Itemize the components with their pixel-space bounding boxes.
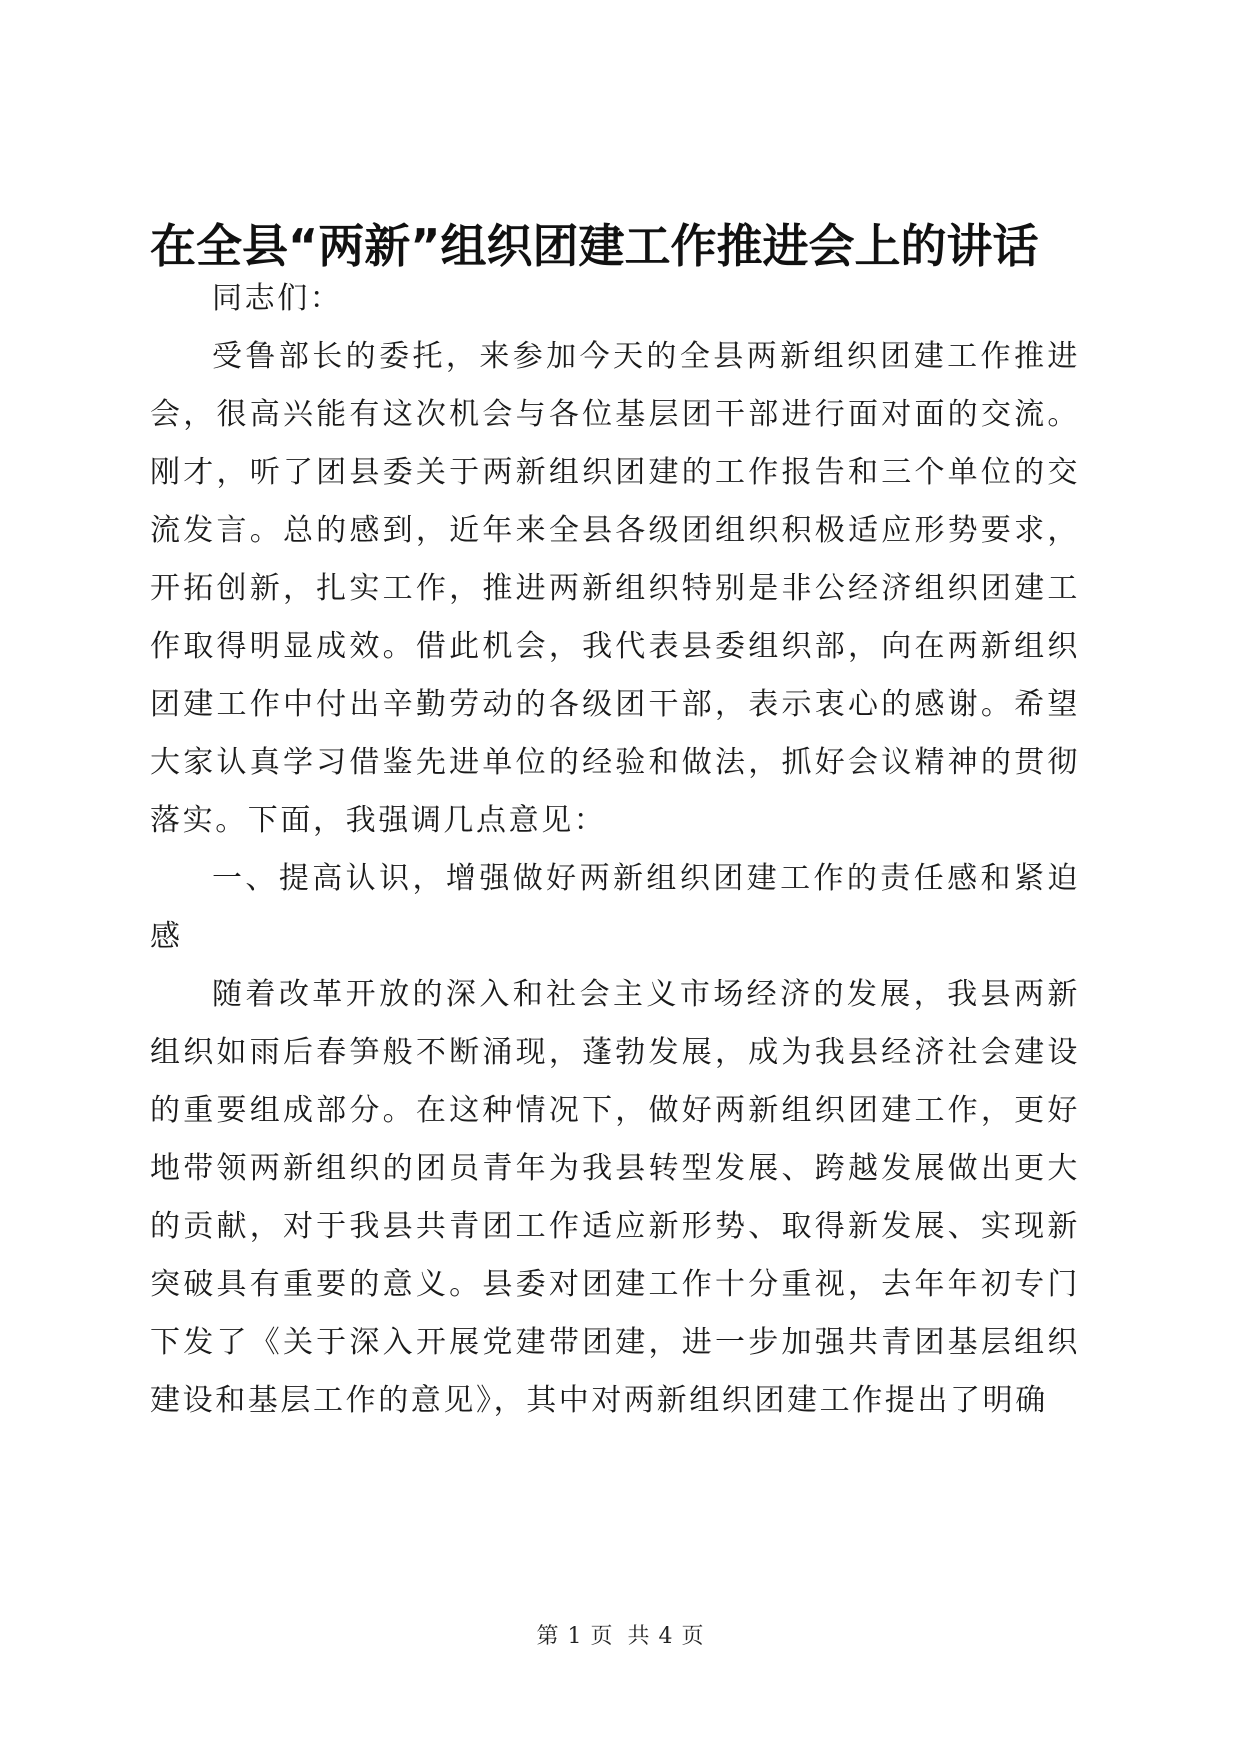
page-footer	[0, 1622, 1241, 1652]
page-total: 共 4 页	[627, 1624, 705, 1649]
section-heading-1: 一、提高认识，增强做好两新组织团建工作的责任感和紧迫感	[150, 861, 1080, 954]
document-title: 在全县“两新”组织团建工作推进会上的讲话	[150, 219, 1039, 273]
page-number: 第 1 页	[536, 1624, 614, 1649]
paragraph-intro: 受鲁部长的委托，来参加今天的全县两新组织团建工作推进会，很高兴能有这次机会与各位基层团干部进行面对面的交流。刚才，听了团县委关于两新组织团建的工作报告和三个单位的交流发言。总的感到，近年来全县各级团组织积极适应形势要求，开拓创新，扎实工作，推进两新组织特别是非公经济组织团建工作取得明显成效。借此机会，我代表县委组织部，向在两新组织团建工作中付出辛勤劳动的各级团干部，表示衷心的感谢。希望大家认真学习借鉴先进单位的经验和做法，抓好会议精神的贯彻落实。下面，我强调几点意见：	[150, 339, 1080, 838]
document-body	[150, 270, 1080, 1430]
paragraph-section-1: 随着改革开放的深入和社会主义市场经济的发展，我县两新组织如雨后春笋般不断涌现，蓬勃发展，成为我县经济社会建设的重要组成部分。在这种情况下，做好两新组织团建工作，更好地带领两新组织的团员青年为我县转型发展、跨越发展做出更大的贡献，对于我县共青团工作适应新形势、取得新发展、实现新突破具有重要的意义。县委对团建工作十分重视，去年年初专门下发了《关于深入开展党建带团建，进一步加强共青团基层组织建设和基层工作的意见》，其中对两新组织团建工作提出了明确	[150, 977, 1080, 1418]
salutation: 同志们：	[212, 281, 343, 316]
